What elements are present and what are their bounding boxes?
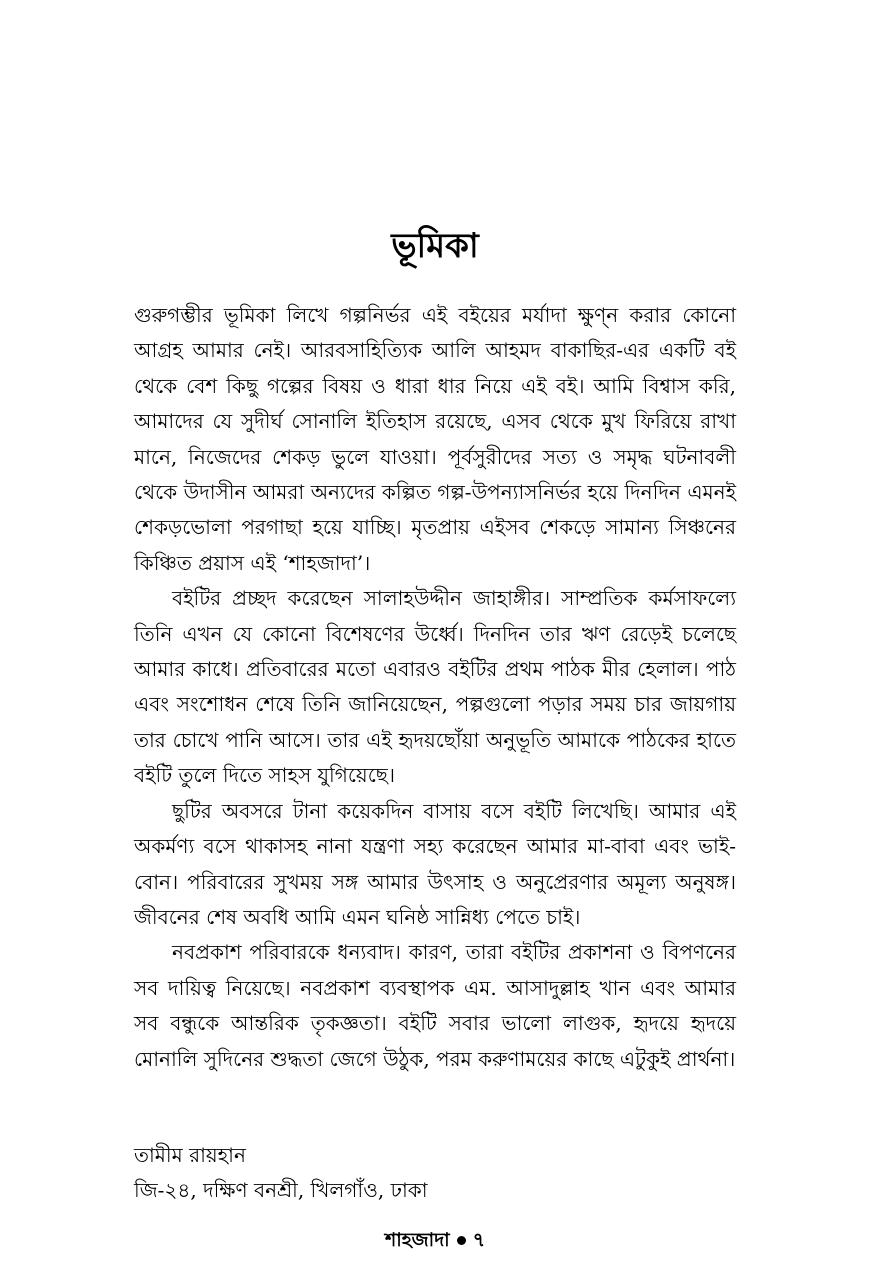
running-title: শাহজাদা (384, 1229, 450, 1251)
page-number: ৭ (472, 1229, 486, 1251)
preface-paragraph-2: বইটির প্রচ্ছদ করেছেন সালাহউদ্দীন জাহাঙ্গীর। সাম্প্রতিক কর্মসাফল্যে তিনি এখন যে কোনো বিশেষণের উর্ধ্বে। দিনদিন তার ঋণ রেড়েই চলেছে আমার কাধে। প্রতিবারের মতো এবারও বইটির প্রথম পাঠক মীর হেলাল। পাঠ এবং সংশোধন শেষে তিনি জানিয়েছেন, পল্পগুলো পড়ার সময় চার জায়গায় তার চোখে পানি আসে। তার এই হৃদয়ছোঁয়া অনুভূতি আমাকে পাঠকের হাতে বইটি তুলে দিতে সাহস যুগিয়েছে। (134, 586, 736, 788)
author-name: তামীম রায়হান (134, 1143, 246, 1167)
page-footer (0, 1226, 870, 1254)
author-address: জি-২৪, দক্ষিণ বনশ্রী, খিলগাঁও, ঢাকা (134, 1178, 428, 1202)
preface-paragraph-4: নবপ্রকাশ পরিবারকে ধন্যবাদ। কারণ, তারা বইটির প্রকাশনা ও বিপণনের সব দায়িত্ব নিয়েছে। নবপ্রকাশ ব্যবস্থাপক এম. আসাদুল্লাহ খান এবং আমার সব বন্ধুকে আন্তরিক তৃকজ্ঞতা। বইটি সবার ভালো লাগুক, হৃদয়ে হৃদয়ে মোনালি সুদিনের শুদ্ধতা জেগে উঠুক, পরম করুণাময়ের কাছে এটুকুই প্রার্থনা। (134, 940, 736, 1071)
signature-block (134, 1138, 736, 1208)
preface-paragraph-3: ছুটির অবসরে টানা কয়েকদিন বাসায় বসে বইটি লিখেছি। আমার এই অকর্মণ্য বসে থাকাসহ নানা যন্ত্রণা সহ্য করেছেন আমার মা-বাবা এবং ভাই-বোন। পরিবারের সুখময় সঙ্গ আমার উৎসাহ ও অনুপ্রেরণার অমূল্য অনুষঙ্গ। জীবনের শেষ অবধি আমি এমন ঘনিষ্ঠ সান্নিধ্য পেতে চাই। (134, 798, 736, 929)
preface-body (134, 298, 736, 1077)
page-title: ভূমিকা (391, 226, 479, 266)
preface-paragraph-1: গুরুগম্ভীর ভূমিকা লিখে গল্পনির্ভর এই বইয়ের মর্যাদা ক্ষুণ্ন করার কোনো আগ্রহ আমার নেই। আরবসাহিত্যিক আলি আহমদ বাকাছির-এর একটি বই থেকে বেশ কিছু গল্পের বিষয় ও ধারা ধার নিয়ে এই বই। আমি বিশ্বাস করি, আমাদের যে সুদীর্ঘ সোনালি ইতিহাস রয়েছে, এসব থেকে মুখ ফিরিয়ে রাখা মানে, নিজেদের শেকড় ভুলে যাওয়া। পূর্বসুরীদের সত্য ও সমৃদ্ধ ঘটনাবলী থেকে উদাসীন আমরা অন্যদের কল্পিত গল্প-উপন্যাসনির্ভর হয়ে দিনদিন এমনই শেকড়ভোলা পরগাছা হয়ে যাচ্ছি। মৃতপ্রায় এইসব শেকড়ে সামান্য সিঞ্চনের কিঞ্চিত প্রয়াস এই ‘শাহজাদা’। (134, 303, 736, 575)
bullet-icon (457, 1236, 466, 1245)
